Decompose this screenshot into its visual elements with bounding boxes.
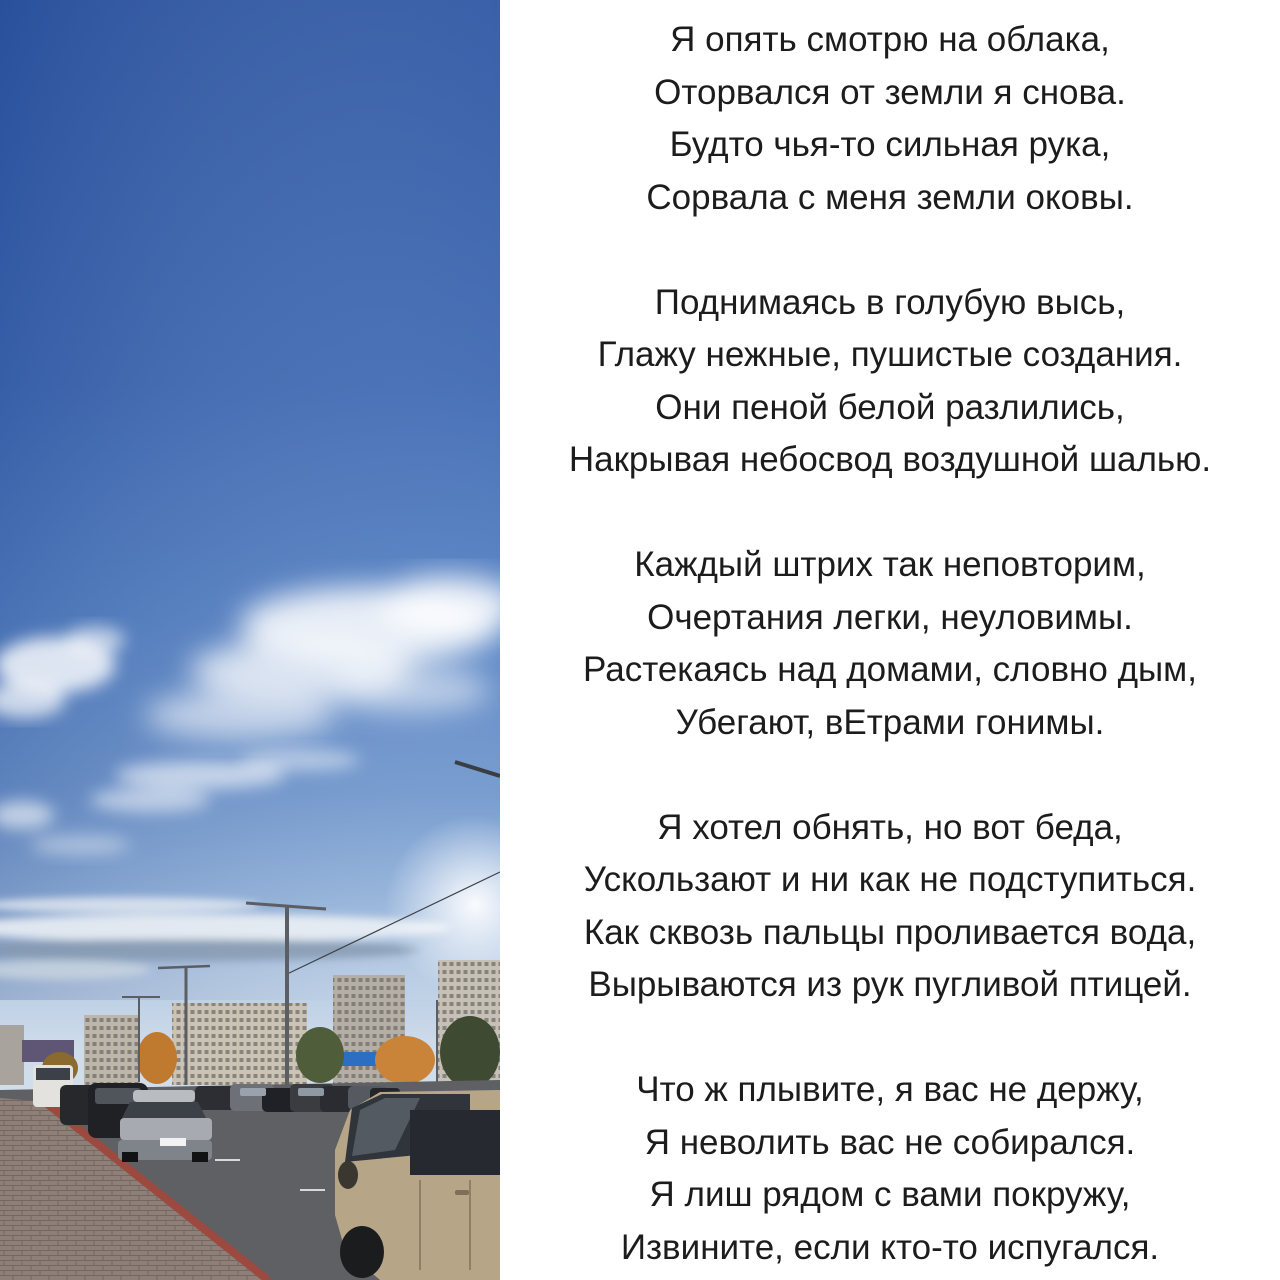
stanza-5 [500, 1064, 1280, 1274]
poem-line: Вырываются из рук пугливой птицей. [588, 965, 1192, 1004]
stanza-3 [500, 539, 1280, 749]
poem-line: Я хотел обнять, но вот беда, [657, 807, 1123, 847]
poem-line: Сорвала с меня земли оковы. [646, 177, 1134, 217]
poem-line: Каждый штрих так неповторим, [634, 545, 1146, 584]
stanza-2 [500, 277, 1280, 487]
stanza-4 [500, 802, 1280, 1012]
poem-line: Поднимаясь в голубую высь, [654, 282, 1126, 322]
building [0, 1025, 24, 1085]
poem-line: Растекаясь над домами, словно дым, [583, 650, 1197, 689]
poem-line: Извините, если кто-то испугался. [620, 1227, 1160, 1267]
city-sky-photo [0, 0, 500, 1280]
poem-line: Оторвался от земли я снова. [654, 72, 1126, 112]
poem-line: Ускользают и ни как не подступиться. [583, 860, 1197, 899]
poem-line: Я опять смотрю на облака, [670, 20, 1110, 59]
poem-line: Накрывая небосвод воздушной шалью. [568, 440, 1212, 479]
poem-line: Они пеной белой разлились, [655, 387, 1125, 427]
poem [500, 14, 1280, 1274]
minivan [335, 1090, 500, 1280]
poem-line: Что ж плывите, я вас не держу, [636, 1070, 1144, 1109]
poem-line: Я неволить вас не собирался. [644, 1122, 1136, 1162]
poem-line: Убегают, вЕтрами гонимы. [675, 702, 1105, 742]
poem-line: Очертания легки, неуловимы. [647, 597, 1133, 637]
poem-line: Как сквозь пальцы проливается вода, [583, 912, 1197, 952]
stanza-1 [500, 14, 1280, 224]
poem-line: Будто чья-то сильная рука, [669, 125, 1111, 164]
poem-line: Я лиш рядом с вами покружу, [649, 1175, 1131, 1214]
poem-line: Глажу нежные, пушистые создания. [597, 335, 1183, 374]
